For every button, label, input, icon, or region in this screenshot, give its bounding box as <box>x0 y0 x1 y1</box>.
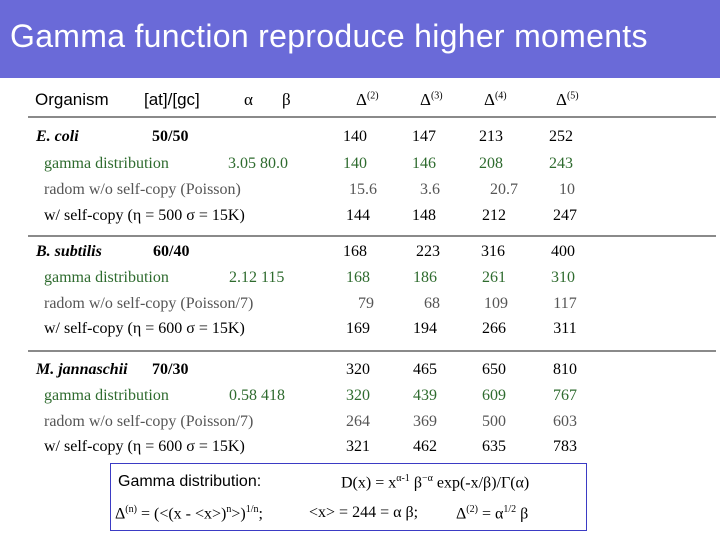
formula-density: $D(x) = x^{\alpha-1}$ $\beta^{-\alpha}$ exp(-x/β)/Γ(α) <box>341 473 530 492</box>
formula-box <box>110 463 587 531</box>
value-d4: 609 <box>482 387 506 404</box>
value-d3: 146 <box>412 155 436 172</box>
row-params: 3.05 80.0 <box>228 155 288 172</box>
value-d3: 68 <box>424 295 440 312</box>
row-label-selfcopy: w/ self-copy (η = 600 σ = 15K) <box>44 438 245 455</box>
value-d3: 147 <box>412 128 436 145</box>
value-d5: 247 <box>553 207 577 224</box>
organism-ratio: 50/50 <box>152 128 189 145</box>
value-d4: 261 <box>482 269 506 286</box>
separator-group <box>28 235 716 237</box>
row-label-gamma: gamma distribution <box>44 269 169 286</box>
formula-label: Gamma distribution: <box>118 473 262 490</box>
value-d2: 320 <box>346 361 370 378</box>
value-d2: 168 <box>346 269 370 286</box>
value-d4: 650 <box>482 361 506 378</box>
separator-group <box>28 350 716 352</box>
value-d4: 500 <box>482 413 506 430</box>
organism-name: E. coli <box>36 128 79 145</box>
header-alpha: α <box>244 90 253 109</box>
organism-name: M. jannaschii <box>36 361 128 378</box>
header-ratio: [at]/[gc] <box>144 90 200 109</box>
row-label-selfcopy: w/ self-copy (η = 500 σ = 15K) <box>44 207 245 224</box>
value-d2: 15.6 <box>349 181 377 198</box>
row-params: 0.58 418 <box>229 387 285 404</box>
value-d2: 264 <box>346 413 370 430</box>
value-d2: 321 <box>346 438 370 455</box>
value-d4: 213 <box>479 128 503 145</box>
value-d2: 144 <box>346 207 370 224</box>
row-label-random: radom w/o self-copy (Poisson) <box>44 181 241 198</box>
slide-title: Gamma function reproduce higher moments <box>10 18 648 54</box>
value-d3: 194 <box>413 320 437 337</box>
value-d3: 462 <box>413 438 437 455</box>
value-d5: 117 <box>553 295 577 312</box>
value-d5: 810 <box>553 361 577 378</box>
value-d4: 109 <box>484 295 508 312</box>
value-d5: 783 <box>553 438 577 455</box>
formula-moment: $\Delta^{(n)} = (<(x - <x>)^n>)^{1/n}$; <box>115 504 263 523</box>
value-d3: 223 <box>416 243 440 260</box>
header-organism: Organism <box>35 90 109 109</box>
value-d5: 243 <box>549 155 573 172</box>
title-bar <box>0 0 720 78</box>
value-d3: 439 <box>413 387 437 404</box>
value-d4: 212 <box>482 207 506 224</box>
value-d4: 20.7 <box>490 181 518 198</box>
organism-ratio: 70/30 <box>152 361 189 378</box>
header-delta5: $\Delta^{(5)}$ <box>556 90 579 109</box>
value-d2: 140 <box>343 128 367 145</box>
value-d2: 169 <box>346 320 370 337</box>
value-d3: 148 <box>412 207 436 224</box>
value-d4: 635 <box>482 438 506 455</box>
value-d2: 140 <box>343 155 367 172</box>
row-label-selfcopy: w/ self-copy (η = 600 σ = 15K) <box>44 320 245 337</box>
value-d3: 465 <box>413 361 437 378</box>
value-d2: 79 <box>358 295 374 312</box>
formula-mean: <x> = 244 = α β; <box>309 504 419 521</box>
value-d4: 208 <box>479 155 503 172</box>
header-delta2: $\Delta^{(2)}$ <box>356 90 379 109</box>
organism-ratio: 60/40 <box>153 243 190 260</box>
value-d4: 266 <box>482 320 506 337</box>
value-d5: 311 <box>553 320 577 337</box>
row-label-gamma: gamma distribution <box>44 155 169 172</box>
row-label-gamma: gamma distribution <box>44 387 169 404</box>
value-d3: 369 <box>413 413 437 430</box>
row-params: 2.12 115 <box>229 269 285 286</box>
row-label-random: radom w/o self-copy (Poisson/7) <box>44 295 254 312</box>
value-d2: 168 <box>343 243 367 260</box>
value-d5: 400 <box>551 243 575 260</box>
value-d5: 10 <box>559 181 575 198</box>
value-d4: 316 <box>481 243 505 260</box>
value-d3: 186 <box>413 269 437 286</box>
value-d3: 3.6 <box>420 181 440 198</box>
value-d2: 320 <box>346 387 370 404</box>
separator-header <box>28 116 716 118</box>
value-d5: 252 <box>549 128 573 145</box>
value-d5: 767 <box>553 387 577 404</box>
header-delta4: $\Delta^{(4)}$ <box>484 90 507 109</box>
formula-variance: $\Delta^{(2)} = \alpha^{1/2}$ β <box>456 504 529 523</box>
organism-name: B. subtilis <box>36 243 102 260</box>
header-beta: β <box>282 90 291 109</box>
value-d5: 603 <box>553 413 577 430</box>
value-d5: 310 <box>551 269 575 286</box>
header-delta3: $\Delta^{(3)}$ <box>420 90 443 109</box>
row-label-random: radom w/o self-copy (Poisson/7) <box>44 413 254 430</box>
